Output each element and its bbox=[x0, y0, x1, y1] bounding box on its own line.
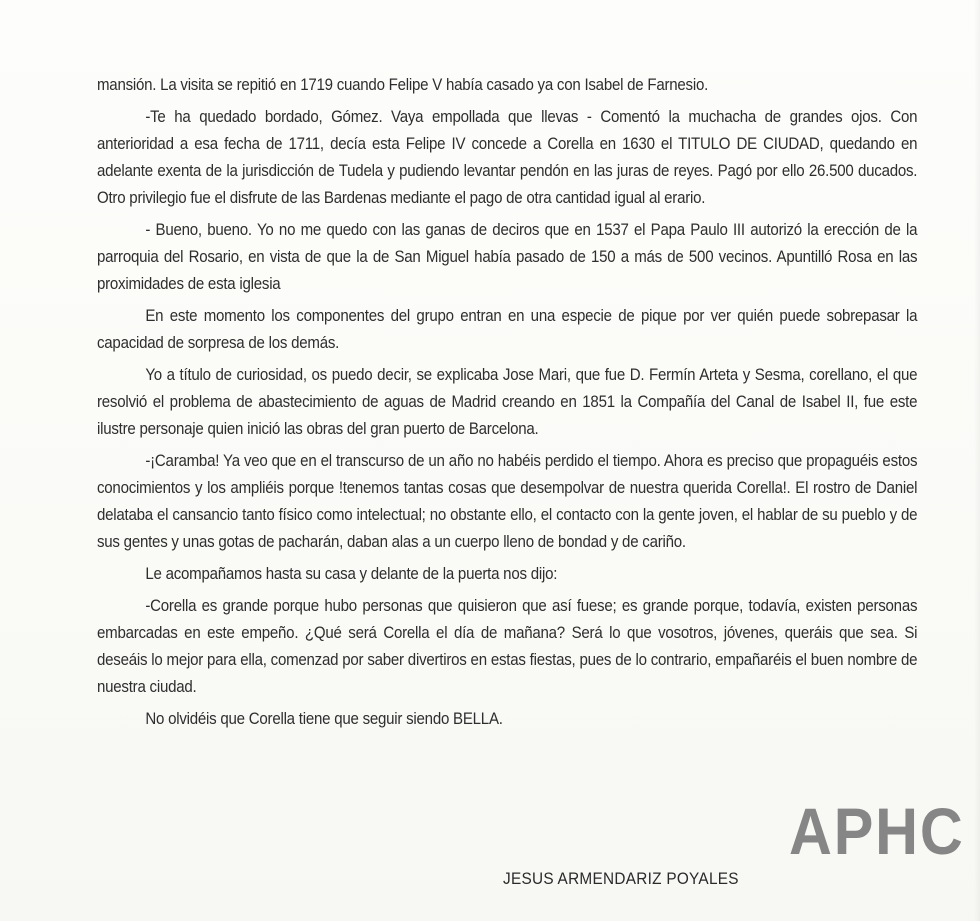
paragraph-3: - Bueno, bueno. Yo no me quedo con las ganas de deciros que en 1537 el Papa Paulo III autorizó la erección de la parroquia del Rosario, en vista de que la de San Miguel había pasado de 150 a más de 500 vecinos. Apuntilló Rosa en las proximidades de esta iglesia bbox=[97, 221, 918, 293]
paragraph-6: -¡Caramba! Ya veo que en el transcurso de un año no habéis perdido el tiempo. Ahora es preciso que propaguéis estos conocimientos y los ampliéis porque !tenemos tantas cosas que desempolvar de nuestra querida Corella!. El rostro de Daniel delataba el cansancio tanto físico como intelectual; no obstante ello, el contacto con la gente joven, el hablar de su pueblo y de sus gentes y unas gotas de pacharán, daban alas a un cuerpo lleno de bondad y de cariño. bbox=[97, 452, 918, 551]
paragraph-9: No olvidéis que Corella tiene que seguir siendo BELLA. bbox=[145, 710, 503, 728]
author-signature: JESUS ARMENDARIZ POYALES bbox=[503, 870, 739, 888]
paragraph-5: Yo a título de curiosidad, os puedo decir, se explicaba Jose Mari, que fue D. Fermín Arteta y Sesma, corellano, el que resolvió el problema de abastecimiento de aguas de Madrid creando en 1851 la Compañía del Canal de Isabel II, fue este ilustre personaje quien inició las obras del gran puerto de Barcelona. bbox=[97, 366, 918, 438]
paragraph-2: -Te ha quedado bordado, Gómez. Vaya empollada que llevas - Comentó la muchacha de grandes ojos. Con anterioridad a esa fecha de 1711, decía esta Felipe IV concede a Corella en 1630 el TITULO DE CIUDAD, quedando en adelante exenta de la jurisdicción de Tudela y pudiendo levantar pendón en las juras de reyes. Pagó por ello 26.500 ducados. Otro privilegio fue el disfrute de las Bardenas mediante el pago de otra cantidad igual al erario. bbox=[97, 108, 918, 207]
watermark-logo: APHC bbox=[789, 794, 965, 868]
paragraph-7: Le acompañamos hasta su casa y delante de la puerta nos dijo: bbox=[145, 565, 558, 583]
paragraph-8: -Corella es grande porque hubo personas que quisieron que así fuese; es grande porque, todavía, existen personas embarcadas en este empeño. ¿Qué será Corella el día de mañana? Será lo que vosotros, jóvenes, queráis que sea. Si deseáis lo mejor para ella, comenzad por saber divertiros en estas fiestas, pues de lo contrario, empañaréis el buen nombre de nuestra ciudad. bbox=[97, 597, 918, 696]
paragraph-4: En este momento los componentes del grupo entran en una especie de pique por ver quién puede sobrepasar la capacidad de sorpresa de los demás. bbox=[97, 307, 918, 352]
paragraph-1: mansión. La visita se repitió en 1719 cuando Felipe V había casado ya con Isabel de Farnesio. bbox=[97, 76, 709, 94]
page-edge-shadow bbox=[974, 0, 980, 921]
body-text bbox=[97, 72, 918, 738]
